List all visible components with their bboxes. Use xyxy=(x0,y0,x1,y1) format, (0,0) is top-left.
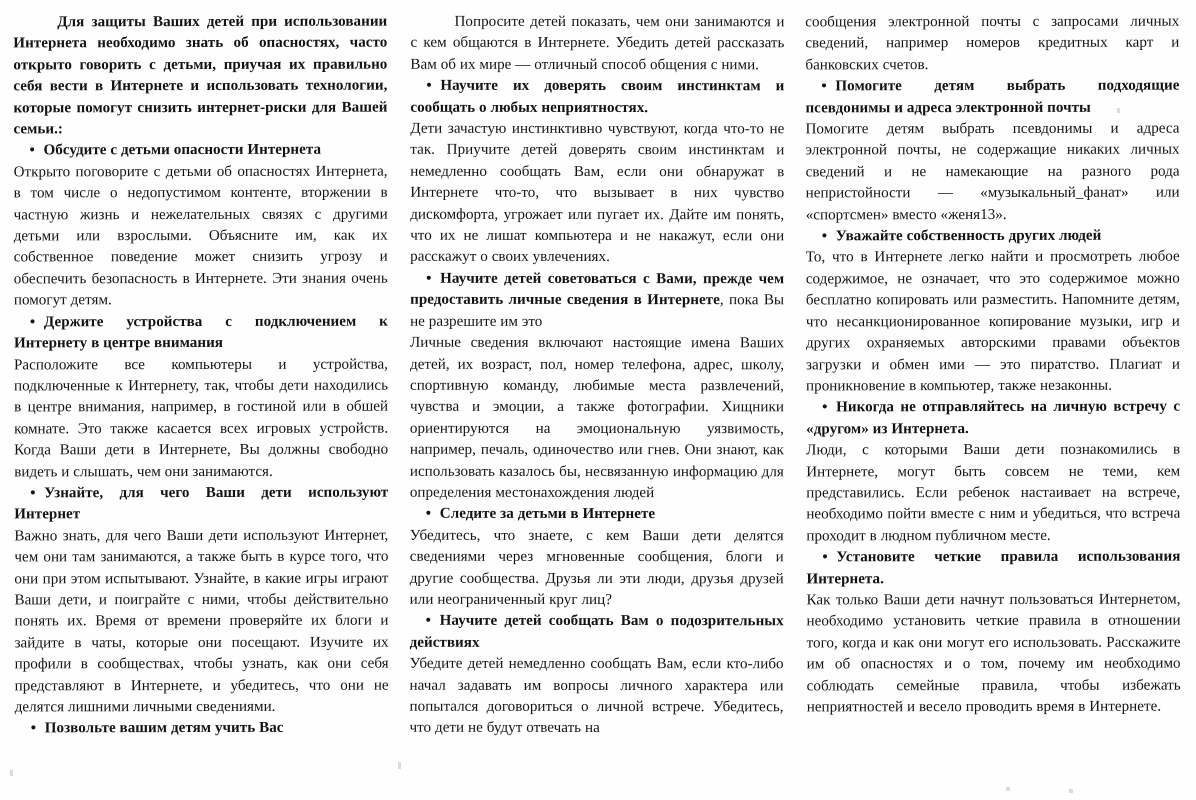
paragraph-clear-rules: Как только Ваши дети начнут пользоваться Интернетом, необходимо установить четкие правила в отношении того, когда и как они могут его использовать. Расскажите им об опасностях и о том, почему им необходимо соблюдать семейные правила, чтобы избежать неприятностей и весело проводить время в Интернете. xyxy=(806,591,1181,716)
bullet-icon: • xyxy=(29,142,35,159)
text-column-2 xyxy=(409,12,784,740)
heading-text: Позвольте вашим детям учить Вас xyxy=(44,720,284,737)
scan-speck xyxy=(1117,108,1120,113)
heading-know-usage xyxy=(14,483,388,527)
heading-report-suspicious xyxy=(410,611,784,654)
paragraph-know-usage: Важно знать, для чего Ваши дети используют Интернет, чем они там занимаются, а также быть в курсе того, что они при этом испытывают. Узнайте, в какие игры играют Ваши дети, и поиграйте с ними, чтобы действительно понять их. Время от времени проверяйте их блоги и зайдите в чаты, которые они посещают. Изучите их профили в сообществах, чтобы узнать, как они себя представляют в Интернете, и убедитесь, что они не делятся лишними личными сведениями. xyxy=(14,527,389,716)
heading-text: Обсудите с детьми опасности Интернета xyxy=(43,142,322,159)
heading-text: Держите устройства с подключением к Интернету в центре внимания xyxy=(13,313,388,352)
bullet-icon: • xyxy=(425,506,432,523)
paragraph-report-suspicious: Убедите детей немедленно сообщать Вам, если кто-либо начал задавать им вопросы личного характера или попытался договориться о личной встрече. Убедитесь, что дети не будут отвечать на xyxy=(409,655,784,737)
heading-text: Следите за детьми в Интернете xyxy=(439,506,656,523)
bullet-icon: • xyxy=(821,228,828,245)
three-column-layout xyxy=(14,12,1182,792)
paragraph-choose-nicknames: Помогите детям выбрать псевдонимы и адреса электронной почты, не содержащие никаких личных сведений и не намекающие на разного рода непристойности — «музыкальный_фанат» или «спортсмен» вместо «женя13». xyxy=(805,120,1180,224)
bullet-icon: • xyxy=(426,270,432,287)
scan-speck xyxy=(1006,787,1010,791)
bullet-icon: • xyxy=(822,549,828,566)
heading-text: Узнайте, для чего Ваши дети используют Интернет xyxy=(14,484,389,523)
heading-text: Никогда не отправляйтесь на личную встречу с «другом» из Интернета. xyxy=(806,398,1181,438)
paragraph-never-meet-in-person: Люди, с которыми Ваши дети познакомились в Интернете, могут быть совсем не теми, кем представились. Если ребенок настаивает на встрече, необходимо пойти вместе с ним и убедиться, что встреча проходит в людном публичном месте. xyxy=(806,441,1181,545)
scan-speck xyxy=(10,770,13,776)
heading-trust-instincts xyxy=(410,76,784,119)
paragraph-trust-instincts: Дети зачастую инстинктивно чувствуют, когда что-то не так. Приучите детей доверять своим инстинктам и немедленно сообщать Вам, если они обнаружат в Интернете что-то, что вызывает в них чувство дискомфорта, угрожает или пугает их. Дайте им понять, что их не лишат компьютера и не накажут, если они расскажут о своих увлечениях. xyxy=(410,120,785,266)
heading-watch-children xyxy=(410,504,784,526)
paragraph-email-requests: сообщения электронной почты с запросами личных сведений, например номеров кредитных карт и банковских счетов. xyxy=(805,13,1180,74)
bullet-icon: • xyxy=(426,77,432,94)
bullet-icon: • xyxy=(30,720,37,737)
heading-choose-nicknames xyxy=(805,76,1179,120)
bullet-icon: • xyxy=(822,399,828,416)
heading-consult-before-sharing xyxy=(410,269,784,334)
paragraph-intro: Для защиты Ваших детей при использовании Интернета необходимо знать об опасностях, часто открыто говорить с детьми, приучая их правильно себя вести в Интернете и использовать технологии, которые помогут снизить интернет-риски для Вашей семьи.: xyxy=(13,13,388,138)
scan-speck xyxy=(1069,789,1073,793)
heading-let-children-teach xyxy=(15,718,389,740)
paragraph-ask-children-show: Попросите детей показать, чем они занимаются и с кем общаются в Интернете. Убедить детей рассказать Вам об их мире — отличный способ общения с ними. xyxy=(410,13,785,74)
scan-speck xyxy=(398,762,401,769)
text-column-1 xyxy=(13,12,389,741)
heading-trailing-text: , пока Вы не разрешите им это xyxy=(410,292,785,330)
paragraph-keep-devices-visible: Расположите все компьютеры и устройства, подключенные к Интернету, так, чтобы дети находились в центре внимания, например, в гостиной или в обшей комнате. Это также касается всех игровых устройств. Когда Ваши дети в Интернете, Вы должны свободно видеть и слышать, чем они занимаются. xyxy=(13,356,389,480)
heading-text: Установите четкие правила использования Интернета. xyxy=(806,548,1181,587)
heading-discuss-dangers xyxy=(14,140,388,162)
heading-respect-property xyxy=(806,226,1180,248)
heading-text: Помогите детям выбрать подходящие псевдонимы и адреса электронной почты xyxy=(805,77,1180,117)
heading-never-meet-in-person xyxy=(806,397,1180,441)
bullet-icon: • xyxy=(425,613,431,630)
paragraph-watch-children: Убедитесь, что знаете, с кем Ваши дети делятся сведениями через мгновенные сообщения, блоги и другие сообщества. Друзья ли эти люди, друзья друзей или неограниченный круг лиц? xyxy=(409,527,784,608)
bullet-icon: • xyxy=(821,78,827,95)
bullet-icon: • xyxy=(29,314,36,331)
paragraph-discuss-dangers: Открыто поговорите с детьми об опасностях Интернета, в том числе о недопустимом контенте, вторжении в частную жизнь и нежелательных связях с другими детьми или взрослыми. Объясните им, как их собственное поведение может снизить угрозу и обеспечить безопасность в Интернете. Эти знания очень помогут детям. xyxy=(13,163,388,309)
heading-clear-rules xyxy=(806,547,1180,591)
heading-keep-devices-visible xyxy=(14,311,388,355)
text-column-3 xyxy=(805,12,1180,719)
bullet-icon: • xyxy=(30,485,36,502)
paragraph-respect-property: То, что в Интернете легко найти и просмотреть любое содержимое, не означает, что это содержимое можно бесплатно копировать или разместить. Напомните детям, что несанкционированное копирование музыки, игр и других охраняемых авторскими правами объектов загрузки и обмен ими — это пиратство. Плагиат и проникновение в компьютер, также незаконны. xyxy=(805,249,1181,395)
heading-text: Научите детей советоваться с Вами, прежде чем предоставить личные сведения в Интернете xyxy=(410,270,785,309)
heading-text: Научите их доверять своим инстинктам и сообщать о любых неприятностях. xyxy=(410,77,785,116)
heading-text: Научите детей сообщать Вам о подозрительных действиях xyxy=(409,613,784,651)
paragraph-personal-info: Личные сведения включают настоящие имена Ваших детей, их возраст, пол, номер телефона, адрес, школу, спортивную команду, любимые места развлечений, чувства и эмоции, а также фотографии. Хищники ориентируются на эмоциональную уязвимость, например, печаль, одиночество или гнев. Они знают, как использовать казалось бы, несвязанную информацию для определения местонахождения людей xyxy=(409,334,785,502)
heading-text: Уважайте собственность других людей xyxy=(835,227,1102,245)
